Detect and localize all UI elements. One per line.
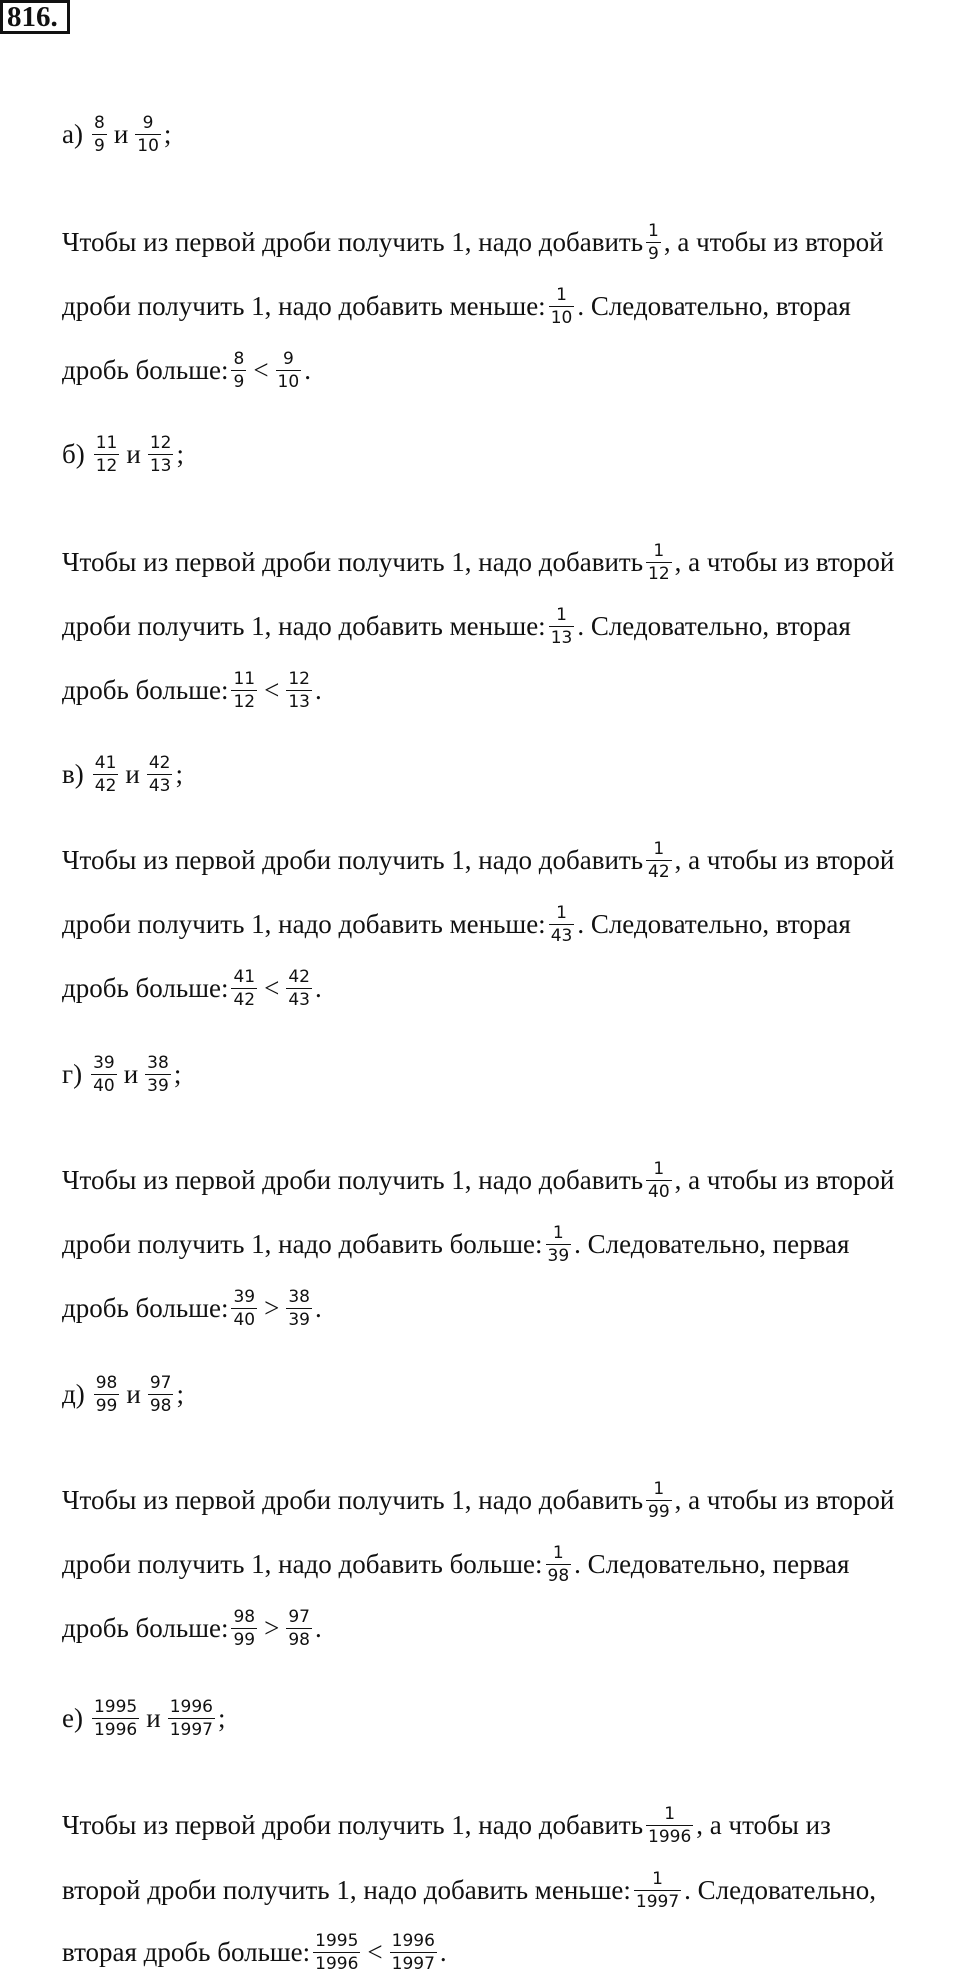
denominator: 12 [95, 455, 118, 476]
denominator: 98 [149, 1395, 172, 1416]
explanation-line-2 [62, 894, 851, 954]
denominator: 42 [648, 861, 670, 882]
denominator: 42 [94, 775, 117, 796]
denominator: 99 [95, 1395, 118, 1416]
conclusion-text: дробь больше: [62, 1292, 229, 1323]
denominator: 40 [648, 1181, 670, 1202]
addend-fraction-second [634, 1869, 681, 1912]
addend-fraction-second [549, 285, 575, 328]
denominator: 10 [277, 371, 300, 392]
explanation-text: . Следовательно, вторая [577, 610, 851, 641]
explanation-text: . Следовательно, вторая [577, 908, 851, 939]
conclusion-text: дробь больше: [62, 1612, 229, 1643]
numerator: 97 [288, 1606, 310, 1627]
comparison-sign: > [264, 1612, 280, 1643]
period: . [315, 972, 322, 1003]
explanation-text: дроби получить 1, надо добавить меньше: [62, 290, 546, 321]
numerator: 12 [288, 668, 310, 689]
conclusion-line [62, 958, 322, 1018]
numerator: 1 [652, 1868, 663, 1889]
numerator: 98 [95, 1372, 118, 1393]
explanation-line-2 [62, 1860, 876, 1920]
part-label: в) [62, 758, 84, 789]
explanation-text: Чтобы из первой дроби получить 1, надо добавить [62, 226, 644, 257]
denominator: 10 [137, 135, 159, 156]
part-heading [62, 424, 184, 484]
semicolon: ; [176, 438, 184, 469]
numerator: 1 [653, 540, 665, 561]
conjunction: и [125, 758, 140, 789]
conclusion-line [62, 1598, 322, 1658]
fraction-b [145, 1053, 171, 1096]
comparison-sign: < [264, 674, 280, 705]
part-heading [62, 1364, 184, 1424]
fraction-a [93, 753, 119, 796]
explanation-text: Чтобы из первой дроби получить 1, надо добавить [62, 546, 644, 577]
explanation-text: . Следовательно, первая [574, 1228, 850, 1259]
explanation-line-1 [62, 830, 894, 890]
denominator: 39 [147, 1075, 169, 1096]
result-fraction-a [231, 1607, 257, 1650]
denominator: 10 [550, 307, 573, 328]
denominator: 43 [550, 925, 573, 946]
period: . [304, 354, 311, 385]
explanation-text: Чтобы из первой дроби получить 1, надо добавить [62, 1164, 644, 1195]
part-heading [62, 1044, 181, 1104]
conclusion-line [62, 340, 311, 400]
explanation-line-1 [62, 1795, 831, 1855]
numerator: 42 [148, 752, 171, 773]
comparison-sign: > [264, 1292, 280, 1323]
explanation-line-2 [62, 596, 851, 656]
semicolon: ; [217, 1702, 226, 1733]
conclusion-text: дробь больше: [62, 972, 229, 1003]
numerator: 11 [95, 432, 118, 453]
addend-fraction-first [646, 839, 672, 882]
denominator: 9 [233, 371, 245, 392]
conclusion-text: дробь больше: [62, 354, 229, 385]
addend-fraction-second [549, 605, 575, 648]
result-fraction-a [231, 669, 257, 712]
explanation-text: дроби получить 1, надо добавить больше: [62, 1228, 543, 1259]
result-fraction-b [390, 1931, 437, 1974]
denominator: 1997 [635, 1891, 680, 1912]
explanation-line-2 [62, 1214, 849, 1274]
numerator: 1 [664, 1803, 676, 1824]
explanation-text: дроби получить 1, надо добавить больше: [62, 1548, 543, 1579]
fraction-b [168, 1697, 215, 1740]
numerator: 8 [233, 348, 245, 369]
numerator: 41 [233, 966, 256, 987]
numerator: 38 [147, 1052, 169, 1073]
numerator: 1995 [93, 1696, 138, 1717]
denominator: 99 [648, 1501, 670, 1522]
denominator: 40 [93, 1075, 115, 1096]
numerator: 1995 [315, 1930, 359, 1951]
comparison-sign: < [253, 354, 269, 385]
conclusion-line [62, 660, 322, 720]
part-label: а) [62, 118, 83, 149]
explanation-line-1 [62, 532, 894, 592]
fraction-a [92, 113, 107, 156]
denominator: 99 [233, 1629, 256, 1650]
numerator: 1 [556, 284, 567, 305]
result-fraction-a [231, 967, 257, 1010]
result-fraction-a [231, 1287, 257, 1330]
denominator: 1996 [93, 1719, 138, 1740]
result-fraction-b [276, 349, 302, 392]
denominator: 1996 [315, 1953, 359, 1974]
numerator: 9 [142, 112, 154, 133]
denominator: 42 [233, 989, 256, 1010]
fraction-a [94, 1373, 120, 1416]
numerator: 1996 [169, 1696, 213, 1717]
denominator: 9 [93, 135, 105, 156]
numerator: 1 [552, 1542, 564, 1563]
explanation-line-1 [62, 1150, 894, 1210]
result-fraction-b [286, 967, 312, 1010]
denominator: 39 [288, 1309, 310, 1330]
numerator: 41 [94, 752, 117, 773]
fraction-b [147, 753, 173, 796]
numerator: 38 [288, 1286, 310, 1307]
addend-fraction-first [646, 1159, 672, 1202]
part-label: е) [62, 1702, 83, 1733]
denominator: 39 [547, 1245, 570, 1266]
numerator: 1 [556, 604, 567, 625]
denominator: 98 [547, 1565, 570, 1586]
denominator: 1997 [391, 1953, 435, 1974]
period: . [315, 1292, 322, 1323]
explanation-text: второй дроби получить 1, надо добавить меньше: [62, 1874, 631, 1905]
denominator: 40 [233, 1309, 256, 1330]
numerator: 98 [233, 1606, 256, 1627]
fraction-a [94, 433, 120, 476]
numerator: 42 [288, 966, 310, 987]
fraction-a [91, 1053, 117, 1096]
fraction-b [148, 1373, 174, 1416]
explanation-text: дроби получить 1, надо добавить меньше: [62, 908, 546, 939]
numerator: 1 [648, 220, 659, 241]
addend-fraction-second [546, 1543, 572, 1586]
addend-fraction-first [646, 221, 661, 264]
part-heading [62, 1688, 225, 1748]
denominator: 13 [149, 455, 172, 476]
result-fraction-a [313, 1931, 360, 1974]
explanation-text: , а чтобы из второй [674, 1484, 895, 1515]
fraction-b [135, 113, 161, 156]
numerator: 1 [653, 838, 665, 859]
explanation-text: , а чтобы из второй [663, 226, 884, 257]
result-fraction-a [231, 349, 246, 392]
part-label: г) [62, 1058, 83, 1089]
denominator: 1997 [169, 1719, 213, 1740]
semicolon: ; [175, 758, 183, 789]
denominator: 43 [288, 989, 310, 1010]
addend-fraction-second [549, 903, 575, 946]
numerator: 11 [233, 668, 256, 689]
explanation-text: . Следовательно, первая [574, 1548, 850, 1579]
conjunction: и [126, 438, 141, 469]
explanation-text: , а чтобы из [696, 1809, 831, 1840]
explanation-line-1 [62, 212, 884, 272]
semicolon: ; [173, 1058, 182, 1089]
result-fraction-b [286, 669, 312, 712]
conjunction: и [146, 1702, 161, 1733]
numerator: 1 [556, 902, 567, 923]
numerator: 97 [149, 1372, 172, 1393]
period: . [315, 1612, 322, 1643]
numerator: 12 [149, 432, 172, 453]
problem-number: 816. [0, 0, 70, 34]
fraction-a [92, 1697, 139, 1740]
explanation-text: . Следовательно, [684, 1874, 876, 1905]
denominator: 13 [550, 627, 573, 648]
explanation-line-1 [62, 1470, 894, 1530]
period: . [439, 1936, 447, 1967]
numerator: 9 [282, 348, 294, 369]
comparison-sign: < [264, 972, 280, 1003]
denominator: 98 [288, 1629, 310, 1650]
addend-fraction-first [646, 541, 672, 584]
addend-fraction-first [646, 1804, 693, 1847]
conclusion-line [62, 1922, 447, 1982]
explanation-text: дроби получить 1, надо добавить меньше: [62, 610, 546, 641]
comparison-sign: < [367, 1936, 383, 1967]
conclusion-text: дробь больше: [62, 674, 229, 705]
semicolon: ; [163, 118, 172, 149]
conclusion-line [62, 1278, 322, 1338]
result-fraction-b [286, 1607, 312, 1650]
denominator: 1996 [648, 1826, 692, 1847]
explanation-text: Чтобы из первой дроби получить 1, надо добавить [62, 844, 644, 875]
explanation-line-2 [62, 276, 851, 336]
conjunction: и [126, 1378, 141, 1409]
addend-fraction-first [646, 1479, 672, 1522]
numerator: 39 [93, 1052, 115, 1073]
numerator: 1 [552, 1222, 564, 1243]
part-label: б) [62, 438, 85, 469]
numerator: 1996 [391, 1930, 435, 1951]
result-fraction-b [286, 1287, 312, 1330]
explanation-text: , а чтобы из второй [674, 1164, 895, 1195]
numerator: 39 [233, 1286, 256, 1307]
part-heading [62, 744, 183, 804]
numerator: 1 [653, 1478, 665, 1499]
explanation-text: . Следовательно, вторая [577, 290, 851, 321]
numerator: 1 [653, 1158, 665, 1179]
denominator: 12 [648, 563, 670, 584]
numerator: 8 [93, 112, 105, 133]
denominator: 9 [648, 243, 659, 264]
part-heading [62, 104, 171, 164]
denominator: 43 [148, 775, 171, 796]
part-label: д) [62, 1378, 85, 1409]
conjunction: и [123, 1058, 139, 1089]
denominator: 13 [288, 691, 310, 712]
conclusion-text: вторая дробь больше: [62, 1936, 311, 1967]
explanation-text: , а чтобы из второй [674, 546, 895, 577]
fraction-b [148, 433, 174, 476]
explanation-line-2 [62, 1534, 849, 1594]
addend-fraction-second [546, 1223, 572, 1266]
explanation-text: Чтобы из первой дроби получить 1, надо добавить [62, 1484, 644, 1515]
explanation-text: , а чтобы из второй [674, 844, 895, 875]
conjunction: и [113, 118, 129, 149]
denominator: 12 [233, 691, 256, 712]
explanation-text: Чтобы из первой дроби получить 1, надо добавить [62, 1809, 644, 1840]
period: . [315, 674, 322, 705]
semicolon: ; [176, 1378, 184, 1409]
